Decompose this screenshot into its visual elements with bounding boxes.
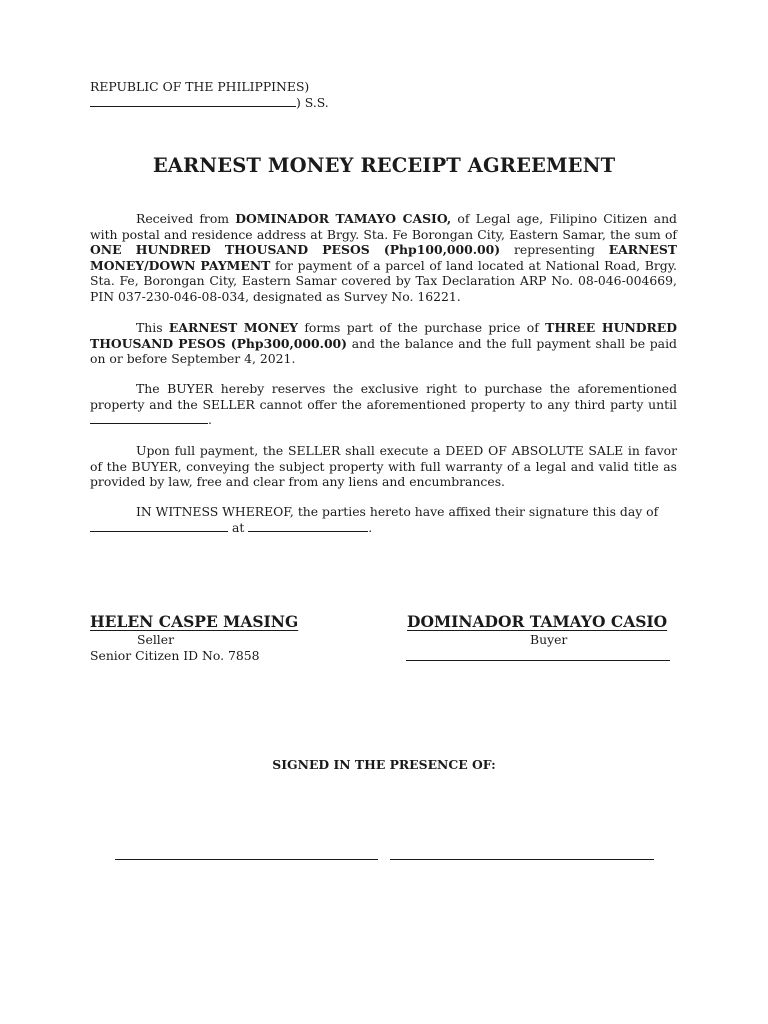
p1-text-1: Received from	[136, 211, 236, 226]
p2-text-2: forms part of the purchase price of	[298, 320, 546, 335]
p2-text-3: and the balance and the full payment shall be paid on or before September 4, 2021.	[90, 335, 677, 366]
ss-line	[90, 95, 329, 110]
seller-role: Seller	[137, 632, 175, 647]
p2-price-number: (Php300,000.00)	[225, 335, 348, 351]
buyer-name: DOMINADOR TAMAYO CASIO	[407, 612, 668, 631]
p1-text-4: for payment of a parcel of land located at National Road, Brgy. Sta. Fe, Borongan City, Eastern Samar covered by Tax Declaration ARP No. 08-046-004669, PIN 037-230-046-08-034, designated as Survey No. 16221.	[90, 257, 677, 304]
p1-purpose: EARNEST MONEY/DOWN PAYMENT	[90, 242, 677, 273]
witness-heading: SIGNED IN THE PRESENCE OF:	[272, 757, 496, 772]
document-title: EARNEST MONEY RECEIPT AGREEMENT	[152, 154, 616, 177]
p1-amount-number: (Php100,000.00)	[369, 242, 501, 257]
p2-price-words: THREE HUNDRED THOUSAND PESOS	[90, 320, 677, 351]
p1-text-2: of Legal age, Filipino Citizen and with postal and residence address at Brgy. Sta. Fe Borongan City, Eastern Samar, the sum of	[90, 211, 677, 242]
p5-line-2	[90, 520, 372, 535]
p5-end: .	[368, 520, 373, 535]
witness-2-signature-line	[390, 859, 654, 860]
republic-text: REPUBLIC OF THE PHILIPPINES)	[90, 79, 310, 94]
ss-text: ) S.S.	[296, 95, 329, 110]
p1-buyer-name: DOMINADOR TAMAYO CASIO,	[235, 211, 452, 226]
until-date-blank	[90, 413, 208, 424]
place-blank	[248, 521, 368, 532]
p3-text: The BUYER hereby reserves the exclusive right to purchase the aforementioned property and the SELLER cannot offer the aforementioned property to any third party until	[90, 381, 677, 412]
p2-earnest-money: EARNEST MONEY	[168, 320, 298, 335]
p1-text-3: representing	[500, 242, 609, 257]
p3-end: .	[208, 412, 212, 427]
paragraph-deed-of-sale	[90, 443, 677, 490]
paragraph-receipt	[90, 211, 677, 304]
seller-name: HELEN CASPE MASING	[90, 612, 299, 631]
province-blank	[90, 96, 296, 107]
p5-at: at	[228, 520, 249, 535]
paragraph-exclusive-right	[90, 381, 677, 428]
p4-text: Upon full payment, the SELLER shall execute a DEED OF ABSOLUTE SALE in favor of the BUYER, conveying the subject property with full warranty of a legal and valid title as provided by law, free and clear from any liens and encumbrances.	[90, 443, 677, 489]
p5-text: IN WITNESS WHEREOF, the parties hereto have affixed their signature this day of	[136, 504, 659, 519]
witness-1-signature-line	[115, 859, 378, 860]
paragraph-purchase-price	[90, 320, 677, 367]
p1-amount-words: ONE HUNDRED THOUSAND PESOS	[90, 242, 370, 257]
republic-line	[90, 79, 309, 94]
buyer-role: Buyer	[530, 632, 568, 647]
day-blank	[90, 521, 228, 532]
buyer-signature-line	[406, 660, 670, 661]
p2-text-1: This	[136, 320, 169, 335]
seller-id: Senior Citizen ID No. 7858	[90, 648, 260, 663]
paragraph-witness-whereof	[90, 504, 677, 520]
